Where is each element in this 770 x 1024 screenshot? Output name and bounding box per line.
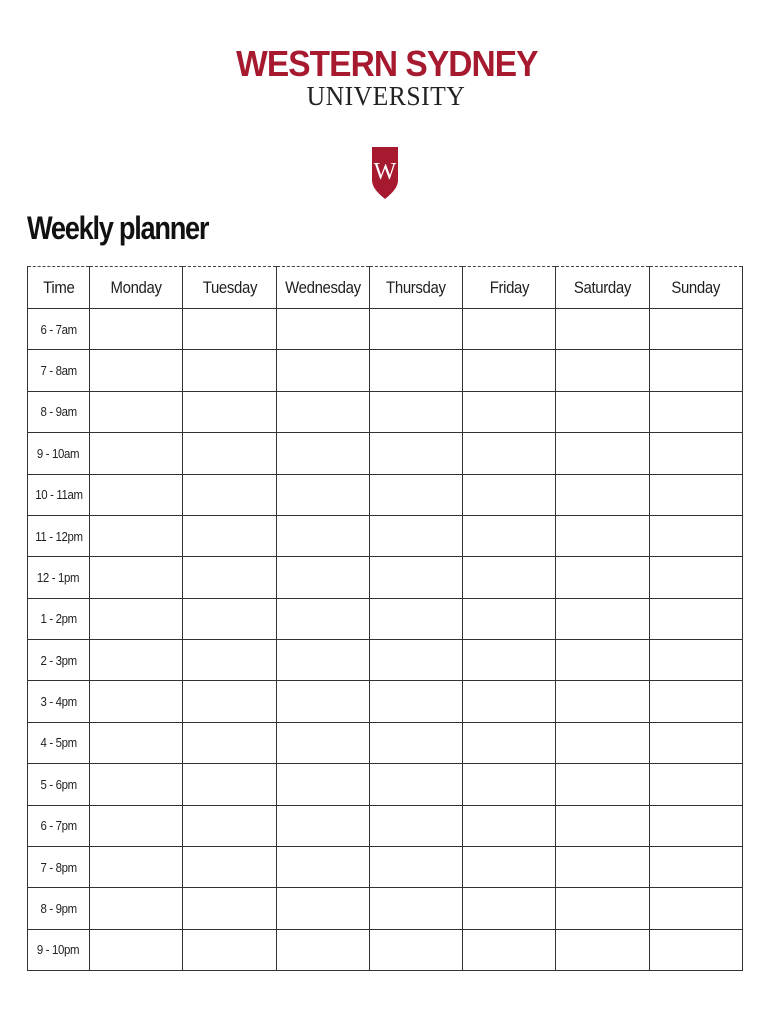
column-header-sunday: Sunday xyxy=(649,267,742,309)
planner-cell-friday[interactable] xyxy=(463,598,556,639)
table-row xyxy=(28,929,743,970)
planner-cell-thursday[interactable] xyxy=(369,557,462,598)
planner-cell-friday[interactable] xyxy=(463,474,556,515)
table-header-row xyxy=(28,267,743,309)
planner-cell-tuesday[interactable] xyxy=(183,640,276,681)
planner-cell-tuesday[interactable] xyxy=(183,350,276,391)
time-slot-label: 8 - 9pm xyxy=(28,888,90,929)
planner-cell-monday[interactable] xyxy=(90,515,183,556)
planner-cell-thursday[interactable] xyxy=(369,391,462,432)
planner-cell-monday[interactable] xyxy=(90,557,183,598)
planner-cell-thursday[interactable] xyxy=(369,805,462,846)
planner-cell-thursday[interactable] xyxy=(369,350,462,391)
planner-cell-sunday[interactable] xyxy=(649,515,742,556)
planner-cell-saturday[interactable] xyxy=(556,846,649,887)
table-row xyxy=(28,391,743,432)
table-row xyxy=(28,846,743,887)
planner-cell-saturday[interactable] xyxy=(556,681,649,722)
planner-cell-tuesday[interactable] xyxy=(183,515,276,556)
planner-cell-saturday[interactable] xyxy=(556,929,649,970)
time-slot-label: 9 - 10pm xyxy=(28,929,90,970)
time-slot-label: 11 - 12pm xyxy=(28,515,90,556)
table-row xyxy=(28,433,743,474)
planner-cell-sunday[interactable] xyxy=(649,309,742,350)
planner-cell-friday[interactable] xyxy=(463,350,556,391)
column-header-thursday: Thursday xyxy=(369,267,462,309)
planner-cell-friday[interactable] xyxy=(463,681,556,722)
planner-cell-friday[interactable] xyxy=(463,515,556,556)
planner-cell-monday[interactable] xyxy=(90,474,183,515)
table-body xyxy=(28,309,743,971)
time-slot-label: 2 - 3pm xyxy=(28,640,90,681)
planner-cell-tuesday[interactable] xyxy=(183,929,276,970)
planner-cell-thursday[interactable] xyxy=(369,929,462,970)
planner-cell-tuesday[interactable] xyxy=(183,681,276,722)
time-slot-label: 3 - 4pm xyxy=(28,681,90,722)
planner-cell-saturday[interactable] xyxy=(556,722,649,763)
planner-cell-tuesday[interactable] xyxy=(183,474,276,515)
table-row xyxy=(28,350,743,391)
planner-cell-sunday[interactable] xyxy=(649,598,742,639)
table-row xyxy=(28,474,743,515)
planner-cell-wednesday[interactable] xyxy=(276,640,369,681)
planner-cell-wednesday[interactable] xyxy=(276,722,369,763)
planner-cell-friday[interactable] xyxy=(463,888,556,929)
planner-cell-sunday[interactable] xyxy=(649,391,742,432)
planner-cell-tuesday[interactable] xyxy=(183,764,276,805)
planner-cell-sunday[interactable] xyxy=(649,681,742,722)
planner-cell-tuesday[interactable] xyxy=(183,722,276,763)
time-slot-label: 9 - 10am xyxy=(28,433,90,474)
university-logo xyxy=(0,44,770,110)
planner-cell-thursday[interactable] xyxy=(369,681,462,722)
planner-cell-friday[interactable] xyxy=(463,929,556,970)
planner-cell-sunday[interactable] xyxy=(649,640,742,681)
planner-cell-monday[interactable] xyxy=(90,929,183,970)
table-row xyxy=(28,598,743,639)
time-slot-label: 6 - 7pm xyxy=(28,805,90,846)
planner-cell-wednesday[interactable] xyxy=(276,805,369,846)
university-shield-icon xyxy=(371,146,399,200)
planner-cell-monday[interactable] xyxy=(90,598,183,639)
planner-cell-wednesday[interactable] xyxy=(276,764,369,805)
column-header-tuesday: Tuesday xyxy=(183,267,276,309)
planner-cell-wednesday[interactable] xyxy=(276,391,369,432)
planner-cell-saturday[interactable] xyxy=(556,598,649,639)
shield-letter: W xyxy=(373,159,397,185)
planner-cell-friday[interactable] xyxy=(463,722,556,763)
page-title: Weekly planner xyxy=(27,210,209,246)
planner-cell-tuesday[interactable] xyxy=(183,309,276,350)
planner-cell-sunday[interactable] xyxy=(649,888,742,929)
planner-cell-wednesday[interactable] xyxy=(276,846,369,887)
planner-cell-monday[interactable] xyxy=(90,846,183,887)
table-row xyxy=(28,722,743,763)
planner-cell-friday[interactable] xyxy=(463,391,556,432)
planner-cell-sunday[interactable] xyxy=(649,433,742,474)
planner-cell-monday[interactable] xyxy=(90,391,183,432)
table-row xyxy=(28,557,743,598)
planner-cell-tuesday[interactable] xyxy=(183,391,276,432)
planner-cell-sunday[interactable] xyxy=(649,846,742,887)
planner-cell-sunday[interactable] xyxy=(649,350,742,391)
planner-cell-sunday[interactable] xyxy=(649,764,742,805)
planner-cell-tuesday[interactable] xyxy=(183,433,276,474)
time-slot-label: 7 - 8pm xyxy=(28,846,90,887)
planner-cell-saturday[interactable] xyxy=(556,391,649,432)
planner-cell-saturday[interactable] xyxy=(556,474,649,515)
planner-cell-wednesday[interactable] xyxy=(276,598,369,639)
table-row xyxy=(28,309,743,350)
planner-cell-friday[interactable] xyxy=(463,433,556,474)
planner-cell-sunday[interactable] xyxy=(649,805,742,846)
column-header-monday: Monday xyxy=(90,267,183,309)
planner-cell-monday[interactable] xyxy=(90,640,183,681)
planner-cell-friday[interactable] xyxy=(463,309,556,350)
planner-cell-thursday[interactable] xyxy=(369,433,462,474)
planner-cell-wednesday[interactable] xyxy=(276,474,369,515)
planner-cell-wednesday[interactable] xyxy=(276,681,369,722)
time-slot-label: 7 - 8am xyxy=(28,350,90,391)
planner-cell-tuesday[interactable] xyxy=(183,846,276,887)
planner-cell-thursday[interactable] xyxy=(369,764,462,805)
planner-cell-friday[interactable] xyxy=(463,805,556,846)
table-row xyxy=(28,764,743,805)
planner-cell-monday[interactable] xyxy=(90,764,183,805)
planner-cell-wednesday[interactable] xyxy=(276,433,369,474)
table-row xyxy=(28,888,743,929)
time-slot-label: 6 - 7am xyxy=(28,309,90,350)
planner-cell-friday[interactable] xyxy=(463,846,556,887)
planner-cell-tuesday[interactable] xyxy=(183,598,276,639)
planner-cell-thursday[interactable] xyxy=(369,474,462,515)
planner-cell-wednesday[interactable] xyxy=(276,515,369,556)
planner-cell-tuesday[interactable] xyxy=(183,557,276,598)
column-header-time: Time xyxy=(28,267,90,309)
planner-cell-monday[interactable] xyxy=(90,681,183,722)
planner-cell-friday[interactable] xyxy=(463,557,556,598)
planner-cell-wednesday[interactable] xyxy=(276,929,369,970)
planner-cell-saturday[interactable] xyxy=(556,309,649,350)
planner-cell-thursday[interactable] xyxy=(369,598,462,639)
planner-cell-thursday[interactable] xyxy=(369,888,462,929)
planner-cell-thursday[interactable] xyxy=(369,722,462,763)
time-slot-label: 1 - 2pm xyxy=(28,598,90,639)
table-row xyxy=(28,515,743,556)
planner-cell-tuesday[interactable] xyxy=(183,805,276,846)
planner-cell-sunday[interactable] xyxy=(649,557,742,598)
planner-cell-monday[interactable] xyxy=(90,805,183,846)
planner-cell-friday[interactable] xyxy=(463,640,556,681)
planner-cell-friday[interactable] xyxy=(463,764,556,805)
planner-cell-thursday[interactable] xyxy=(369,846,462,887)
time-slot-label: 8 - 9am xyxy=(28,391,90,432)
table-row xyxy=(28,681,743,722)
planner-cell-saturday[interactable] xyxy=(556,888,649,929)
planner-cell-wednesday[interactable] xyxy=(276,309,369,350)
planner-cell-saturday[interactable] xyxy=(556,350,649,391)
planner-cell-monday[interactable] xyxy=(90,433,183,474)
logo-wordmark-line2: UNIVERSITY xyxy=(306,81,466,111)
planner-cell-sunday[interactable] xyxy=(649,722,742,763)
planner-cell-tuesday[interactable] xyxy=(183,888,276,929)
planner-cell-thursday[interactable] xyxy=(369,640,462,681)
column-header-friday: Friday xyxy=(463,267,556,309)
planner-cell-saturday[interactable] xyxy=(556,515,649,556)
planner-cell-wednesday[interactable] xyxy=(276,888,369,929)
planner-cell-thursday[interactable] xyxy=(369,309,462,350)
column-header-wednesday: Wednesday xyxy=(276,267,369,309)
planner-cell-saturday[interactable] xyxy=(556,557,649,598)
planner-cell-monday[interactable] xyxy=(90,350,183,391)
time-slot-label: 10 - 11am xyxy=(28,474,90,515)
time-slot-label: 4 - 5pm xyxy=(28,722,90,763)
logo-wordmark-line1: WESTERN SYDNEY xyxy=(236,43,538,84)
planner-cell-monday[interactable] xyxy=(90,309,183,350)
planner-cell-sunday[interactable] xyxy=(649,474,742,515)
planner-cell-wednesday[interactable] xyxy=(276,557,369,598)
planner-cell-saturday[interactable] xyxy=(556,805,649,846)
planner-cell-saturday[interactable] xyxy=(556,764,649,805)
time-slot-label: 12 - 1pm xyxy=(28,557,90,598)
planner-cell-wednesday[interactable] xyxy=(276,350,369,391)
table-row xyxy=(28,805,743,846)
planner-cell-sunday[interactable] xyxy=(649,929,742,970)
planner-cell-monday[interactable] xyxy=(90,888,183,929)
planner-cell-saturday[interactable] xyxy=(556,640,649,681)
table-row xyxy=(28,640,743,681)
time-slot-label: 5 - 6pm xyxy=(28,764,90,805)
planner-cell-thursday[interactable] xyxy=(369,515,462,556)
planner-cell-monday[interactable] xyxy=(90,722,183,763)
column-header-saturday: Saturday xyxy=(556,267,649,309)
planner-cell-saturday[interactable] xyxy=(556,433,649,474)
weekly-planner-table xyxy=(27,266,743,971)
